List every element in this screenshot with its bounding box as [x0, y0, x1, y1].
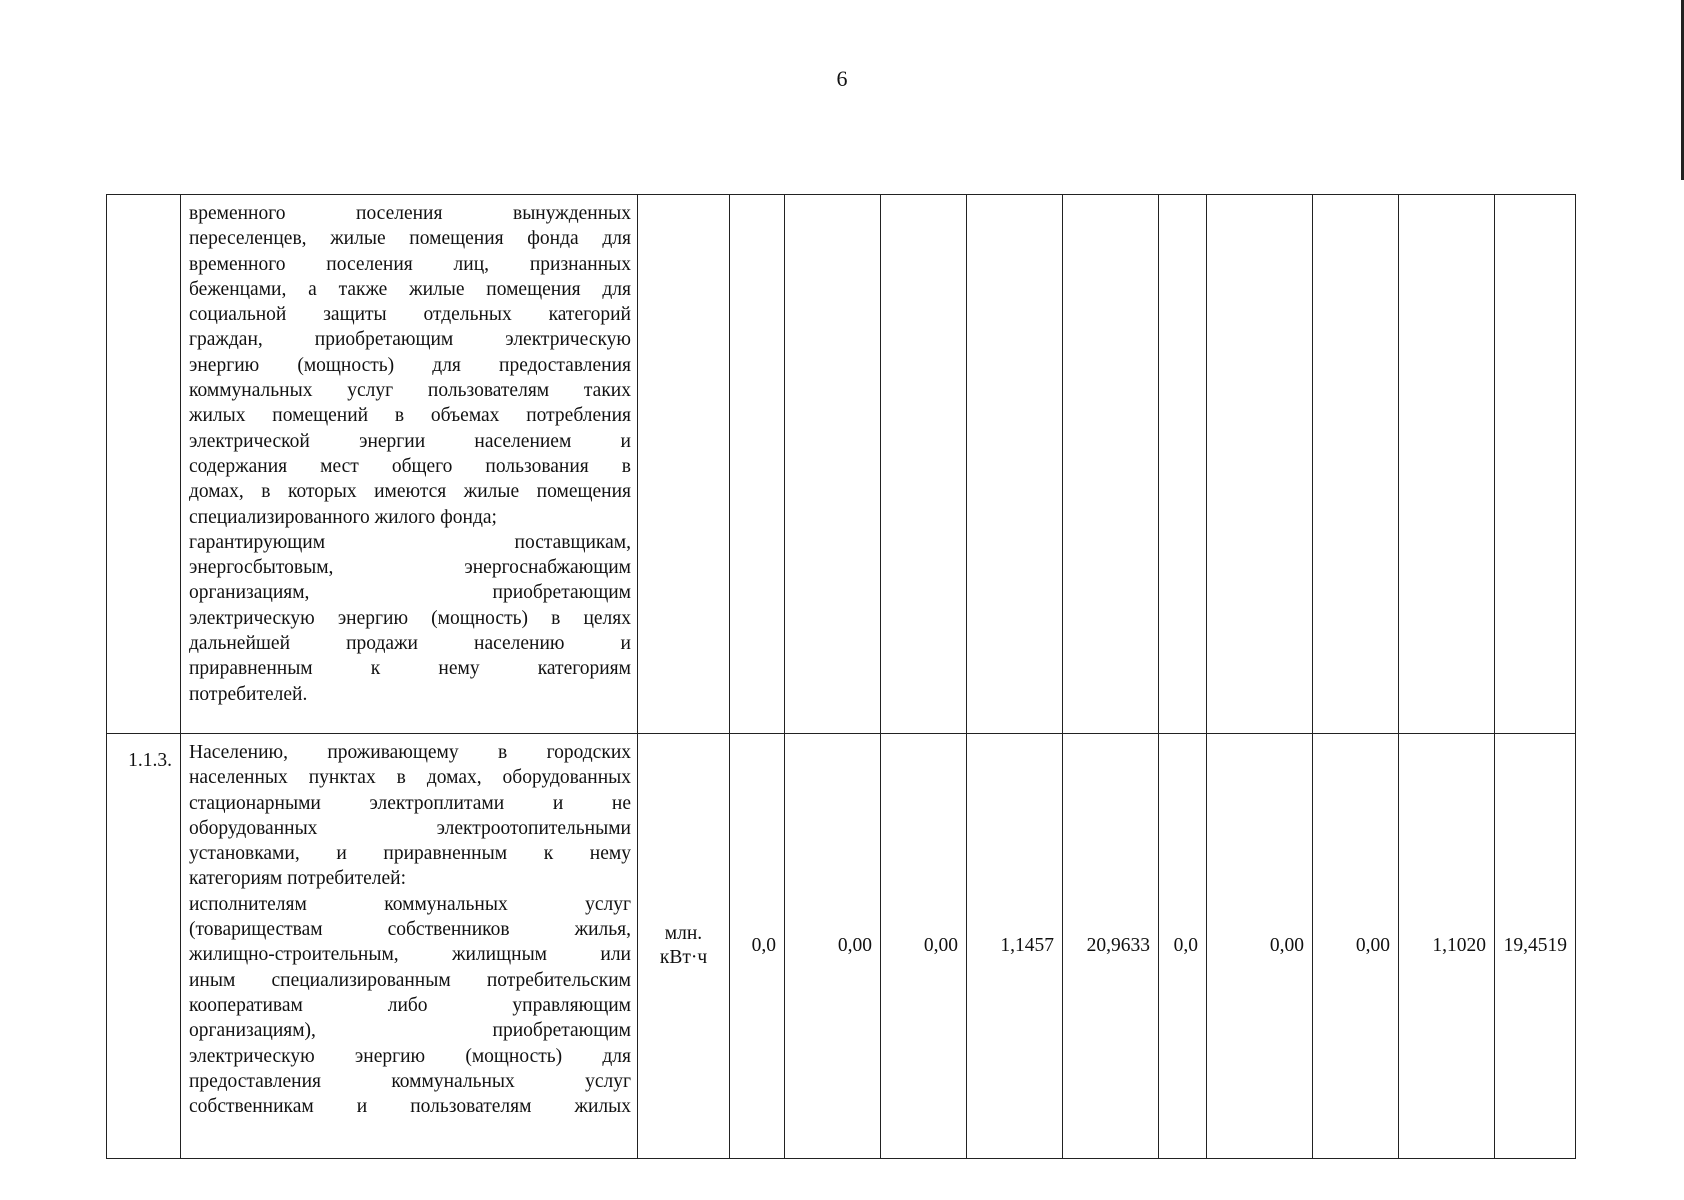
description-line: электрической энергии населением и: [189, 430, 631, 452]
description-line: организациям), приобретающим: [189, 1020, 631, 1042]
row-description-cell: [181, 195, 638, 734]
description-line: коммунальных услуг пользователям таких: [189, 380, 631, 402]
description-line: стационарными электроплитами и не: [189, 792, 631, 814]
description-line: организациям, приобретающим: [189, 582, 631, 604]
description-line: оборудованных электроотопительными: [189, 817, 631, 839]
description-line: гарантирующим поставщикам,: [189, 531, 631, 553]
description-line: социальной защиты отдельных категорий: [189, 304, 631, 326]
description-line: кооперативам либо управляющим: [189, 994, 631, 1016]
description-line: временного поселения лиц, признанных: [189, 253, 631, 275]
value-cell: [1313, 195, 1399, 734]
unit-line: кВт·ч: [659, 947, 708, 968]
value-cell: 0,00: [785, 734, 881, 1159]
value-cell: 0,00: [881, 734, 967, 1159]
description-line: (товариществам собственников жилья,: [189, 919, 631, 941]
description-line: жилых помещений в объемах потребления: [189, 405, 631, 427]
value-cell: [730, 195, 785, 734]
description-line: временного поселения вынужденных: [189, 203, 631, 224]
description-line: жилищно-строительным, жилищным или: [189, 944, 631, 966]
row-index-cell: 1.1.3.: [107, 734, 181, 1159]
description-line: населенных пунктах в домах, оборудованных: [189, 767, 631, 789]
table-row: [107, 195, 1576, 734]
description-line: переселенцев, жилые помещения фонда для: [189, 228, 631, 250]
unit-line: млн.: [664, 923, 703, 944]
description-line: категориям потребителей:: [189, 868, 407, 890]
value-cell: 0,0: [730, 734, 785, 1159]
description-line: предоставления коммунальных услуг: [189, 1070, 631, 1092]
value-cell: [1207, 195, 1313, 734]
table-row: [107, 734, 1576, 1159]
description-line: специализированного жилого фонда;: [189, 506, 497, 528]
tariff-table: [106, 194, 1576, 1159]
description-line: установками, и приравненным к нему: [189, 843, 631, 865]
value-cell: [1159, 195, 1207, 734]
value-cell: 20,9633: [1063, 734, 1159, 1159]
description-line: беженцами, а также жилые помещения для: [189, 278, 631, 300]
value-cell: 19,4519: [1495, 734, 1576, 1159]
description-line: Населению, проживающему в городских: [189, 742, 631, 763]
description-line: дальнейшей продажи населению и: [189, 633, 631, 655]
value-cell: [1495, 195, 1576, 734]
description-line: исполнителям коммунальных услуг: [189, 893, 631, 915]
row-index-cell: [107, 195, 181, 734]
value-cell: [785, 195, 881, 734]
description-line: энергию (мощность) для предоставления: [189, 354, 631, 376]
value-cell: 0,00: [1207, 734, 1313, 1159]
unit-cell: [638, 734, 730, 1159]
description-line: иным специализированным потребительским: [189, 969, 631, 991]
value-cell: 0,0: [1159, 734, 1207, 1159]
value-cell: [967, 195, 1063, 734]
description-line: электрическую энергию (мощность) в целях: [189, 607, 631, 629]
description-line: граждан, приобретающим электрическую: [189, 329, 631, 351]
unit-cell: [638, 195, 730, 734]
value-cell: 1,1020: [1399, 734, 1495, 1159]
page-number: 6: [836, 66, 848, 91]
value-cell: 0,00: [1313, 734, 1399, 1159]
row-description-cell: [181, 734, 638, 1159]
value-cell: 1,1457: [967, 734, 1063, 1159]
description-line: энергосбытовым, энергоснабжающим: [189, 557, 631, 579]
description-line: потребителей.: [189, 683, 308, 705]
description-line: приравненным к нему категориям: [189, 658, 631, 680]
description-line: домах, в которых имеются жилые помещения: [189, 481, 631, 503]
value-cell: [1399, 195, 1495, 734]
description-line: содержания мест общего пользования в: [189, 455, 631, 477]
description-line: собственникам и пользователям жилых: [189, 1096, 631, 1118]
value-cell: [1063, 195, 1159, 734]
description-line: электрическую энергию (мощность) для: [189, 1045, 631, 1067]
value-cell: [881, 195, 967, 734]
